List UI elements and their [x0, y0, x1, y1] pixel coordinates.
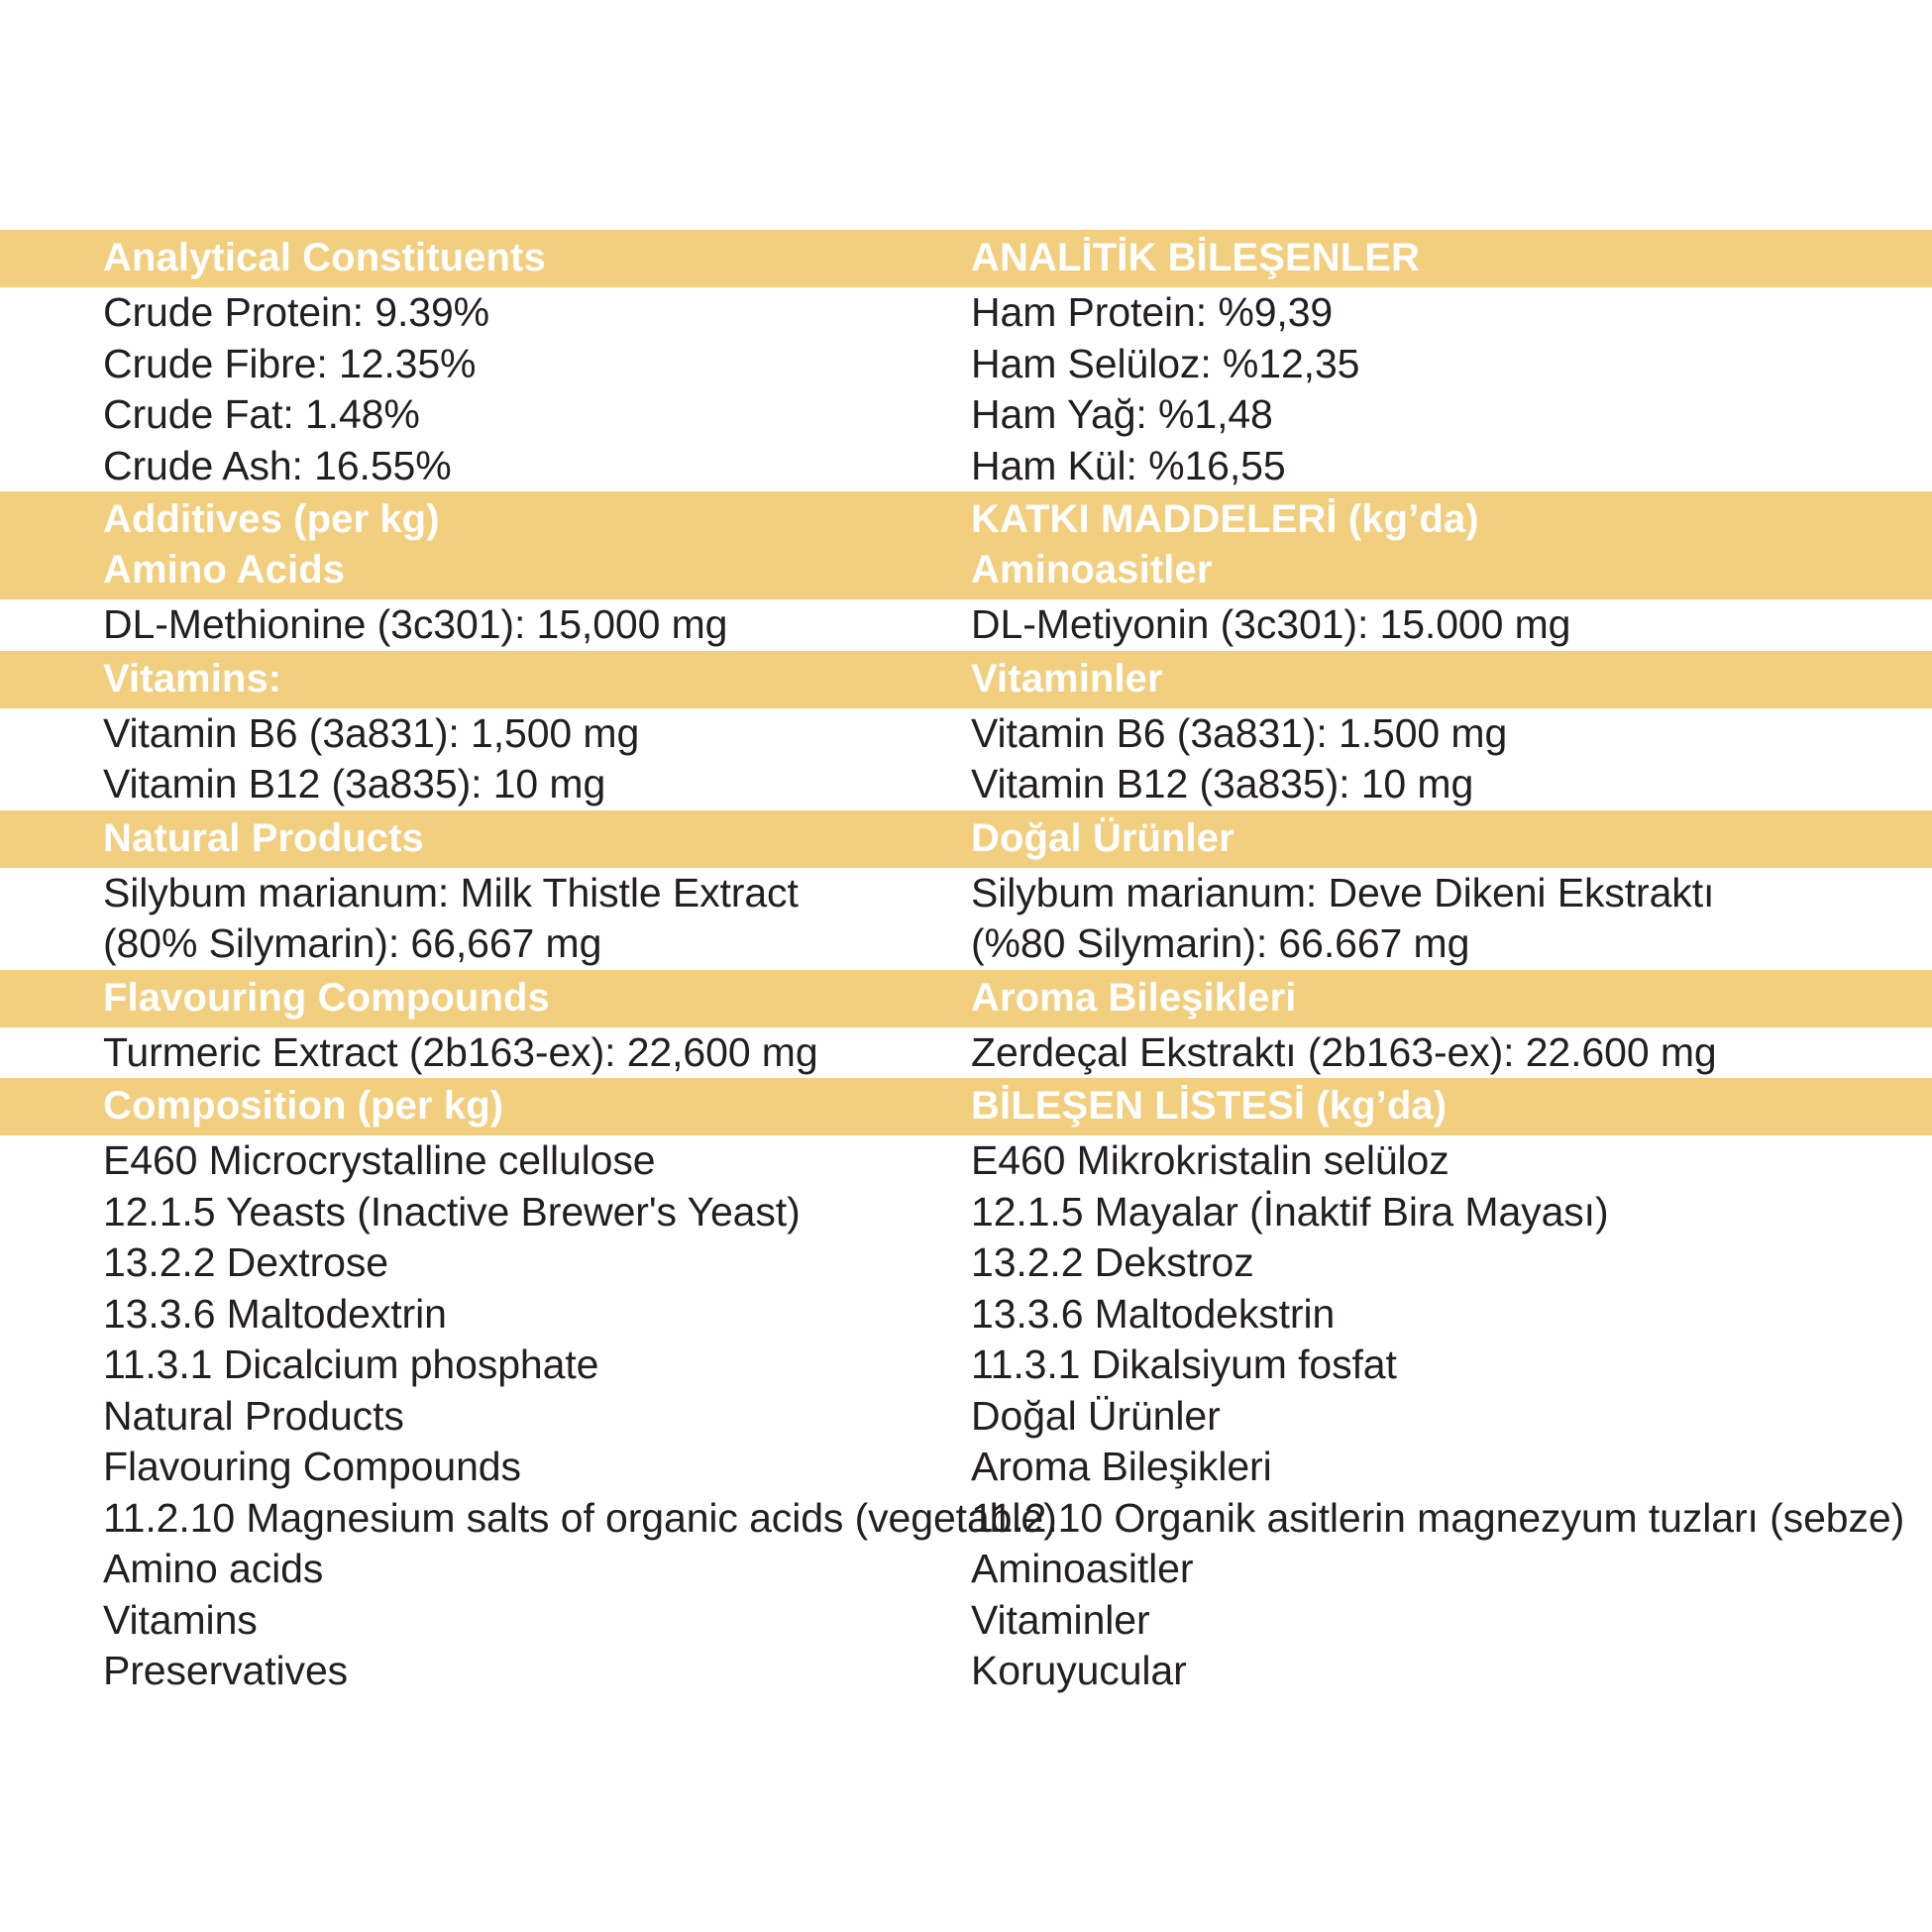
ingredient-line: Doğal Ürünler — [971, 1392, 1221, 1439]
section-header-band-analytical-constituents — [0, 230, 1932, 287]
ingredient-line: (%80 Silymarin): 66.667 mg — [971, 920, 1470, 966]
section-header-band-additives-amino-acids — [0, 491, 1932, 599]
header-column-en — [103, 233, 971, 283]
body-column-en — [103, 868, 971, 970]
bilingual-columns — [0, 599, 1932, 651]
body-column-tr — [971, 1135, 1912, 1697]
ingredient-line: E460 Mikrokristalin selüloz — [971, 1137, 1449, 1183]
bilingual-columns — [0, 1027, 1932, 1079]
section-stack — [0, 230, 1932, 1697]
ingredient-line: Ham Protein: %9,39 — [971, 289, 1334, 335]
ingredient-line: DL-Methionine (3c301): 15,000 mg — [103, 601, 728, 647]
ingredient-line: Vitamin B12 (3a835): 10 mg — [971, 761, 1474, 806]
ingredient-line: 13.3.6 Maltodekstrin — [971, 1290, 1336, 1337]
ingredient-line: 11.2.10 Magnesium salts of organic acids (vegetable) — [103, 1494, 1057, 1541]
section-header-text: Aminoasitler — [971, 548, 1213, 591]
ingredient-line: Vitamins — [103, 1596, 258, 1643]
ingredient-line: Preservatives — [103, 1648, 349, 1693]
ingredient-line: Ham Yağ: %1,48 — [971, 391, 1273, 437]
bilingual-columns — [0, 970, 1932, 1027]
section-header-text: Analytical Constituents — [103, 236, 546, 279]
body-column-tr — [971, 708, 1912, 810]
section-header-band-natural-products — [0, 810, 1932, 868]
bilingual-columns — [0, 810, 1932, 868]
ingredient-line: 11.3.1 Dikalsiyum fosfat — [971, 1342, 1397, 1387]
section-body-group-flavouring-compounds — [0, 1027, 1932, 1079]
ingredient-line: Ham Selüloz: %12,35 — [971, 340, 1360, 386]
ingredient-line: Crude Ash: 16.55% — [103, 442, 452, 488]
ingredient-line: 13.3.6 Maltodextrin — [103, 1290, 447, 1337]
body-column-tr — [971, 287, 1912, 491]
body-column-en — [103, 1027, 971, 1079]
header-column-en — [103, 494, 971, 595]
header-column-tr — [971, 973, 1912, 1023]
ingredient-line: Ham Kül: %16,55 — [971, 442, 1286, 488]
section-header-text: Natural Products — [103, 815, 424, 860]
ingredient-line: 12.1.5 Mayalar (İnaktif Bira Mayası) — [971, 1188, 1609, 1234]
header-column-en — [103, 654, 971, 704]
bilingual-columns — [0, 651, 1932, 708]
ingredient-line: 13.2.2 Dextrose — [103, 1239, 388, 1285]
bilingual-columns — [0, 230, 1932, 287]
section-header-text: Aroma Bileşikleri — [971, 975, 1297, 1020]
ingredient-line: E460 Microcrystalline cellulose — [103, 1137, 656, 1183]
ingredient-line: Aroma Bileşikleri — [971, 1444, 1272, 1489]
section-body-group-additives-amino-acids — [0, 599, 1932, 651]
ingredient-line: Aminoasitler — [971, 1546, 1194, 1591]
header-column-en — [103, 813, 971, 864]
header-column-en — [103, 973, 971, 1023]
section-body-group-composition — [0, 1135, 1932, 1697]
section-header-band-vitamins — [0, 651, 1932, 708]
section-header-text: Amino Acids — [103, 548, 346, 591]
bilingual-columns — [0, 868, 1932, 970]
section-body-group-analytical-constituents — [0, 287, 1932, 491]
section-header-band-flavouring-compounds — [0, 970, 1932, 1027]
section-header-text: ANALİTİK BİLEŞENLER — [971, 236, 1421, 279]
body-column-en — [103, 599, 971, 651]
header-column-tr — [971, 654, 1912, 704]
ingredient-line: Natural Products — [103, 1392, 404, 1439]
body-column-en — [103, 1135, 1057, 1697]
ingredient-line: Crude Fibre: 12.35% — [103, 340, 477, 386]
ingredient-line: (80% Silymarin): 66,667 mg — [103, 920, 602, 966]
header-column-en — [103, 1081, 971, 1131]
body-column-tr — [971, 599, 1912, 651]
section-body-group-vitamins — [0, 708, 1932, 810]
section-header-text: Flavouring Compounds — [103, 975, 550, 1020]
section-header-text: Vitaminler — [971, 656, 1163, 700]
ingredient-line: 11.2.10 Organik asitlerin magnezyum tuzları (sebze) — [971, 1494, 1905, 1541]
ingredient-line: Flavouring Compounds — [103, 1444, 521, 1489]
bilingual-columns — [0, 1078, 1932, 1135]
ingredient-line: Vitamin B6 (3a831): 1.500 mg — [971, 709, 1508, 756]
ingredient-line: Zerdeçal Ekstraktı (2b163-ex): 22.600 mg — [971, 1028, 1717, 1075]
ingredient-line: Vitaminler — [971, 1596, 1150, 1643]
ingredient-line: Crude Protein: 9.39% — [103, 289, 490, 335]
ingredient-line: Amino acids — [103, 1546, 324, 1591]
ingredient-line: Silybum marianum: Milk Thistle Extract — [103, 869, 799, 915]
ingredient-line: Crude Fat: 1.48% — [103, 391, 420, 437]
section-header-text: Additives (per kg) — [103, 497, 440, 541]
ingredient-line: Vitamin B12 (3a835): 10 mg — [103, 761, 606, 806]
ingredient-line: 13.2.2 Dekstroz — [971, 1239, 1254, 1285]
section-header-text: BİLEŞEN LİSTESİ (kg’da) — [971, 1084, 1448, 1127]
section-header-text: Doğal Ürünler — [971, 815, 1234, 860]
header-column-tr — [971, 494, 1912, 595]
bilingual-columns — [0, 287, 1932, 491]
header-column-tr — [971, 233, 1912, 283]
ingredient-line: DL-Metiyonin (3c301): 15.000 mg — [971, 601, 1571, 647]
section-body-group-natural-products — [0, 868, 1932, 970]
section-header-text: Composition (per kg) — [103, 1084, 504, 1127]
ingredient-line: 12.1.5 Yeasts (Inactive Brewer's Yeast) — [103, 1188, 801, 1234]
section-header-text: KATKI MADDELERİ (kg’da) — [971, 497, 1479, 541]
section-header-band-composition — [0, 1078, 1932, 1135]
body-column-tr — [971, 868, 1912, 970]
ingredient-line: Silybum marianum: Deve Dikeni Ekstraktı — [971, 869, 1715, 915]
ingredient-line: Vitamin B6 (3a831): 1,500 mg — [103, 709, 640, 756]
body-column-tr — [971, 1027, 1912, 1079]
bilingual-columns — [0, 491, 1932, 599]
body-column-en — [103, 287, 971, 491]
body-column-en — [103, 708, 971, 810]
section-header-text: Vitamins: — [103, 656, 282, 700]
ingredient-line: Koruyucular — [971, 1648, 1187, 1693]
bilingual-columns — [0, 708, 1932, 810]
header-column-tr — [971, 1081, 1912, 1131]
header-column-tr — [971, 813, 1912, 864]
ingredient-line: Turmeric Extract (2b163-ex): 22,600 mg — [103, 1028, 818, 1075]
ingredient-line: 11.3.1 Dicalcium phosphate — [103, 1342, 599, 1387]
bilingual-columns — [0, 1135, 1932, 1697]
